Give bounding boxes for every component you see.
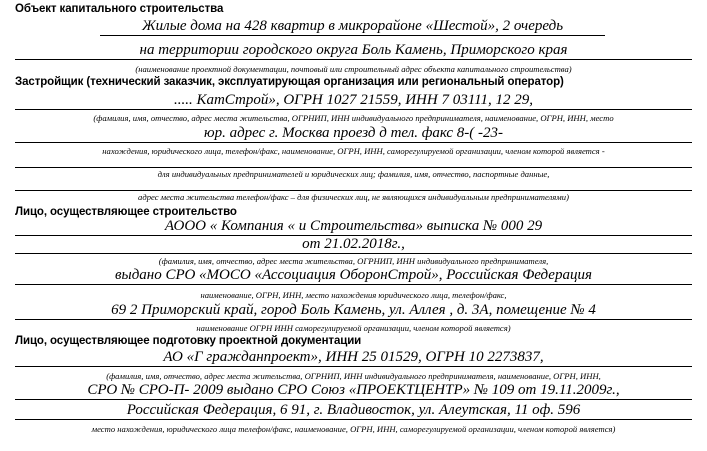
developer-heading: Застройщик (технический заказчик, эксплуатирующая организация или региональный оператор) (15, 76, 564, 88)
developer-caption-4: адрес места жительства телефон/факс – для физических лиц, не являющихся индивидуальным предпринимателями) (15, 190, 692, 202)
designer-line-1: АО «Г гражданпроект», ИНН 25 01529, ОГРН 10 2273837, (15, 350, 692, 367)
designer-line-3: Российская Федерация, 6 91, г. Владивосток, ул. Алеутская, 11 оф. 596 (15, 403, 692, 420)
builder-caption-2: наименование, ОГРН, ИНН, место нахождения юридического лица, телефон/факс, (200, 290, 507, 300)
developer-caption-3: для индивидуальных предпринимателей и юридических лиц; фамилия, имя, отчество, паспортные данные, (15, 167, 692, 179)
developer-caption-2: нахождения, юридического лица, телефон/факс, наименование, ОГРН, ИНН, саморегулируемой организации, членом которой является - (102, 146, 605, 156)
builder-line-4: 69 2 Приморский край, город Боль Камень, ул. Аллея , д. 3А, помещение № 4 (15, 303, 692, 320)
designer-caption-1: (фамилия, имя, отчество, адрес места жительства, ОГРНИП, ИНН индивидуального предпринимателя, наименование, ОГРН, ИНН, (106, 371, 601, 381)
builder-heading: Лицо, осуществляющее строительство (15, 206, 237, 218)
capital-construction-caption: (наименование проектной документации, почтовый или строительный адрес объекта капитального строительства) (135, 64, 572, 74)
builder-line-1: АООО « Компания « и Строительства» выписка № 000 29 (15, 219, 692, 236)
capital-construction-line-1: Жилые дома на 428 квартир в микрорайоне «Шестой», 2 очередь (100, 19, 605, 36)
designer-line-2: СРО № СРО-П- 2009 выдано СРО Союз «ПРОЕКТЦЕНТР» № 109 от 19.11.2009г., (15, 383, 692, 400)
capital-construction-heading: Объект капитального строительства (15, 3, 224, 15)
designer-caption-2: место нахождения, юридического лица телефон/факс, наименование, ОГРН, ИНН, саморегулируемой организации, членом которой является) (91, 424, 616, 434)
developer-caption-1: (фамилия, имя, отчество, адрес места жительства, ОГРНИП, ИНН индивидуального предпринимателя, наименование, ОГРН, ИНН, место (93, 113, 614, 123)
builder-caption-1: (фамилия, имя, отчество, адрес места жительства, ОГРНИП, ИНН индивидуального предпринимателя, (158, 256, 549, 266)
developer-line-2: юр. адрес г. Москва проезд д тел. факс 8-( -23- (15, 126, 692, 143)
builder-line-3: выдано СРО «МОСО «Ассоциация ОборонСтрой», Российская Федерация (15, 268, 692, 285)
builder-caption-3: наименование ОГРН ИНН саморегулируемой организации, членом которой является) (196, 323, 511, 333)
designer-heading: Лицо, осуществляющее подготовку проектной документации (15, 335, 362, 347)
builder-line-2: от 21.02.2018г., (15, 237, 692, 254)
developer-line-1: ..... КатСтрой», ОГРН 1027 21559, ИНН 7 03111, 12 29, (15, 93, 692, 110)
capital-construction-line-2: на территории городского округа Боль Камень, Приморского края (15, 43, 692, 60)
